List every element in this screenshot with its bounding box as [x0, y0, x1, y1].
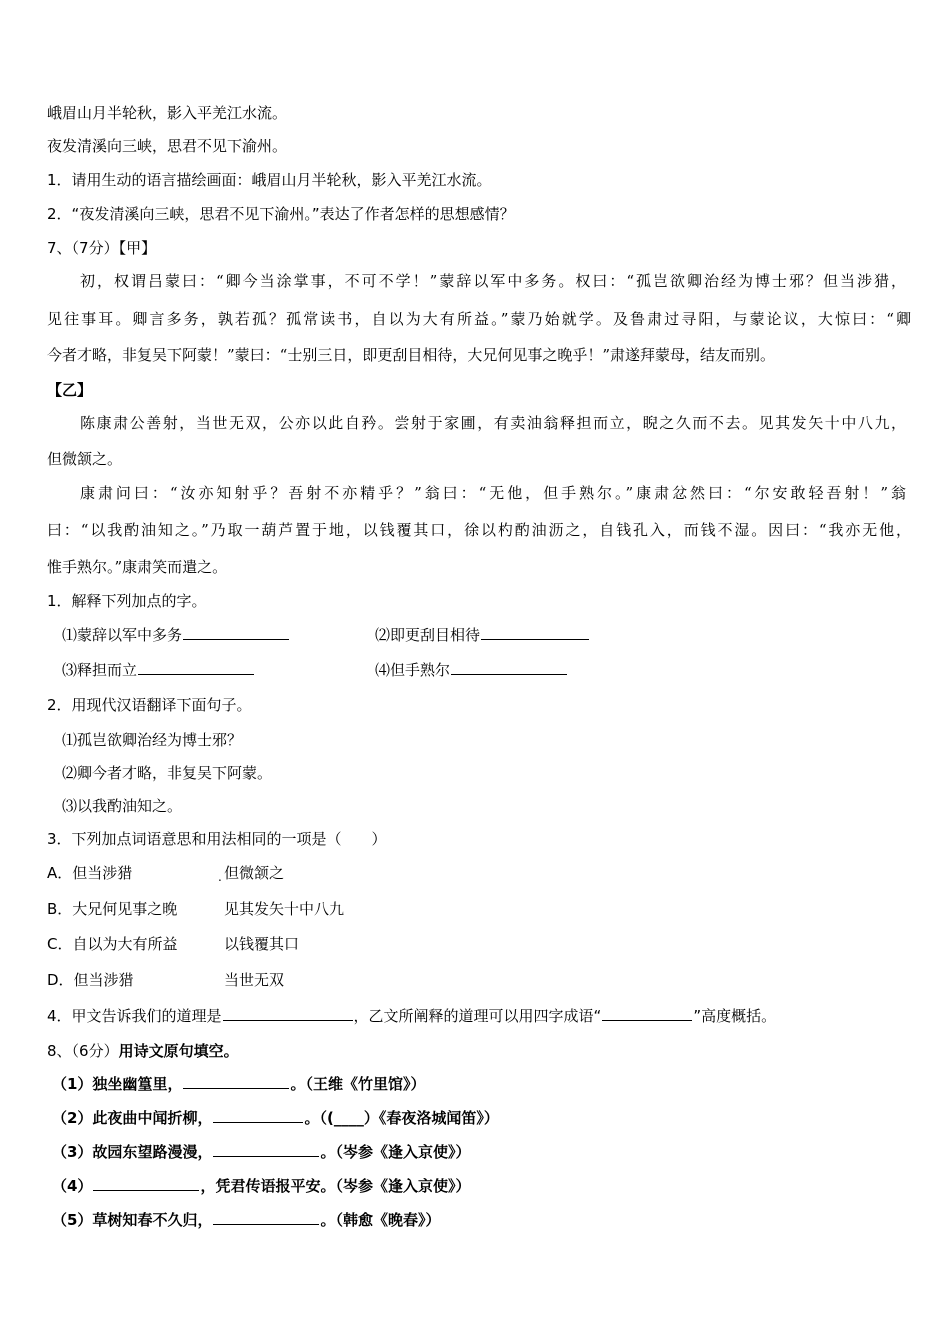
q7-1-item: [375, 624, 590, 646]
q7-1-item-text: ⑵即更刮目相待: [375, 626, 481, 644]
option-b-pair: 见其发矢十中八九: [224, 900, 345, 918]
option-b-label[interactable]: B．大兄何见事之晚: [47, 900, 178, 918]
option-a-label[interactable]: A．但当涉猎: [47, 864, 133, 882]
option-d-label[interactable]: D．但当涉猎: [47, 971, 134, 989]
q6-subquestion-2: 2．“夜发清溪向三峡，思君不见下渝州。”表达了作者怎样的思想感情？: [47, 205, 515, 223]
poem-line-2: 夜发清溪向三峡，思君不见下渝州。: [47, 137, 288, 155]
q8-item-text: （3）故园东望路漫漫，: [52, 1143, 213, 1161]
q7-header: 7、（7分）【甲】: [47, 239, 157, 257]
yi-paragraph-line: 康肃问曰：“汝亦知射乎？吾射不亦精乎？”翁曰：“无他，但手熟尔。”康肃忿然曰：“尔安敢轻吾射！”翁: [80, 484, 906, 502]
q8-item-text: 。（韩愈《晚春》）: [320, 1211, 441, 1229]
q8-item-text: （2）此夜曲中闻折柳，: [52, 1109, 213, 1127]
q7-1-item-text: ⑷但手熟尔: [375, 661, 451, 679]
q8-item-text: ）《春夜洛城闻笛》）: [363, 1109, 499, 1127]
q7-2-item: ⑵卿今者才略，非复吴下阿蒙。: [62, 764, 273, 782]
q7-1-item-text: ⑶释担而立: [62, 661, 138, 679]
q7-2-title: 2．用现代汉语翻译下面句子。: [47, 696, 252, 714]
q7-1-title: 1．解释下列加点的字。: [47, 592, 207, 610]
jia-paragraph-line: 今者才略，非复吴下阿蒙！”蒙曰：“士别三日，即更刮目相待，大兄何见事之晚乎！”肃遂拜蒙母，结友而别。: [47, 346, 776, 364]
answer-blank[interactable]: [451, 659, 567, 675]
yi-paragraph-line: 惟手熟尔。”康肃笑而遣之。: [47, 558, 228, 576]
answer-blank[interactable]: [213, 1209, 319, 1225]
q8-item-text: （5）草树知春不久归，: [52, 1211, 213, 1229]
option-d-pair: 当世无双: [224, 971, 285, 989]
yi-label: 【乙】: [47, 381, 93, 399]
q7-1-item: [62, 659, 255, 681]
q8-number: 8、（6分）: [47, 1042, 119, 1060]
q8-item-text: 。（王维《竹里馆》）: [290, 1075, 426, 1093]
poem-line-1: 峨眉山月半轮秋，影入平羌江水流。: [47, 104, 288, 122]
answer-blank[interactable]: [481, 624, 589, 640]
q8-item: [52, 1141, 470, 1163]
q8-item: [52, 1073, 425, 1095]
option-c-label[interactable]: C．自以为大有所益: [47, 935, 178, 953]
q8-item-text: （1）独坐幽篁里，: [52, 1075, 183, 1093]
yi-paragraph-line: 曰：“以我酌油知之。”乃取一葫芦置于地，以钱覆其口，徐以杓酌油沥之，自钱孔入，而钱不湿。因曰：“我亦无他，: [47, 521, 911, 539]
answer-blank[interactable]: [602, 1005, 692, 1021]
answer-blank[interactable]: [138, 659, 254, 675]
q7-1-item: [375, 659, 568, 681]
q7-4-question: [47, 1005, 776, 1027]
q7-4-text: ”高度概括。: [693, 1007, 777, 1025]
q8-item-text: （4）: [52, 1177, 93, 1195]
q7-1-item-text: ⑴蒙辞以军中多务: [62, 626, 183, 644]
option-a-pair: 但微颔之: [224, 864, 285, 882]
emphasis-dot: .: [218, 870, 222, 884]
yi-paragraph-line: 但微颔之。: [47, 450, 123, 468]
answer-blank[interactable]: [93, 1175, 199, 1191]
q8-title: 用诗文原句填空。: [118, 1042, 239, 1060]
answer-blank[interactable]: [183, 624, 289, 640]
option-c-pair: 以钱覆其口: [224, 935, 300, 953]
answer-blank[interactable]: [183, 1073, 289, 1089]
q7-2-item: ⑴孤岂欲卿治经为博士邪？: [62, 731, 243, 749]
q8-item-text: ，凭君传语报平安。（岑参《逢入京使》）: [200, 1177, 471, 1195]
answer-blank[interactable]: [223, 1005, 353, 1021]
q7-3-title: 3．下列加点词语意思和用法相同的一项是（ ）: [47, 830, 387, 848]
q7-4-text: 4．甲文告诉我们的道理是: [47, 1007, 222, 1025]
q8-item-text: 。（(: [304, 1109, 334, 1127]
yi-paragraph-line: 陈康肃公善射，当世无双，公亦以此自矜。尝射于家圃，有卖油翁释担而立，睨之久而不去。见其发矢十中八九，: [80, 414, 906, 432]
q7-1-item: [62, 624, 290, 646]
answer-blank[interactable]: [213, 1141, 319, 1157]
q8-header: [47, 1040, 239, 1062]
jia-paragraph-line: 见往事耳。卿言多务，孰若孤？孤常读书，自以为大有所益。”蒙乃始就学。及鲁肃过寻阳，与蒙论议，大惊曰：“卿: [47, 310, 911, 328]
q6-subquestion-1: 1．请用生动的语言描绘画面：峨眉山月半轮秋，影入平羌江水流。: [47, 171, 492, 189]
q8-item: [52, 1175, 470, 1197]
jia-paragraph-line: 初，权谓吕蒙曰：“卿今当涂掌事，不可不学！”蒙辞以军中多务。权曰：“孤岂欲卿治经为博士邪？但当涉猎，: [80, 272, 906, 290]
q8-item: [52, 1209, 440, 1231]
q7-2-item: ⑶以我酌油知之。: [62, 797, 183, 815]
answer-blank[interactable]: [213, 1107, 303, 1123]
q8-item: [52, 1107, 499, 1129]
q8-item-text: 。（岑参《逢入京使》）: [320, 1143, 471, 1161]
q7-4-text: ，乙文所阐释的道理可以用四字成语“: [353, 1007, 602, 1025]
q8-item-text: ____: [333, 1109, 364, 1127]
